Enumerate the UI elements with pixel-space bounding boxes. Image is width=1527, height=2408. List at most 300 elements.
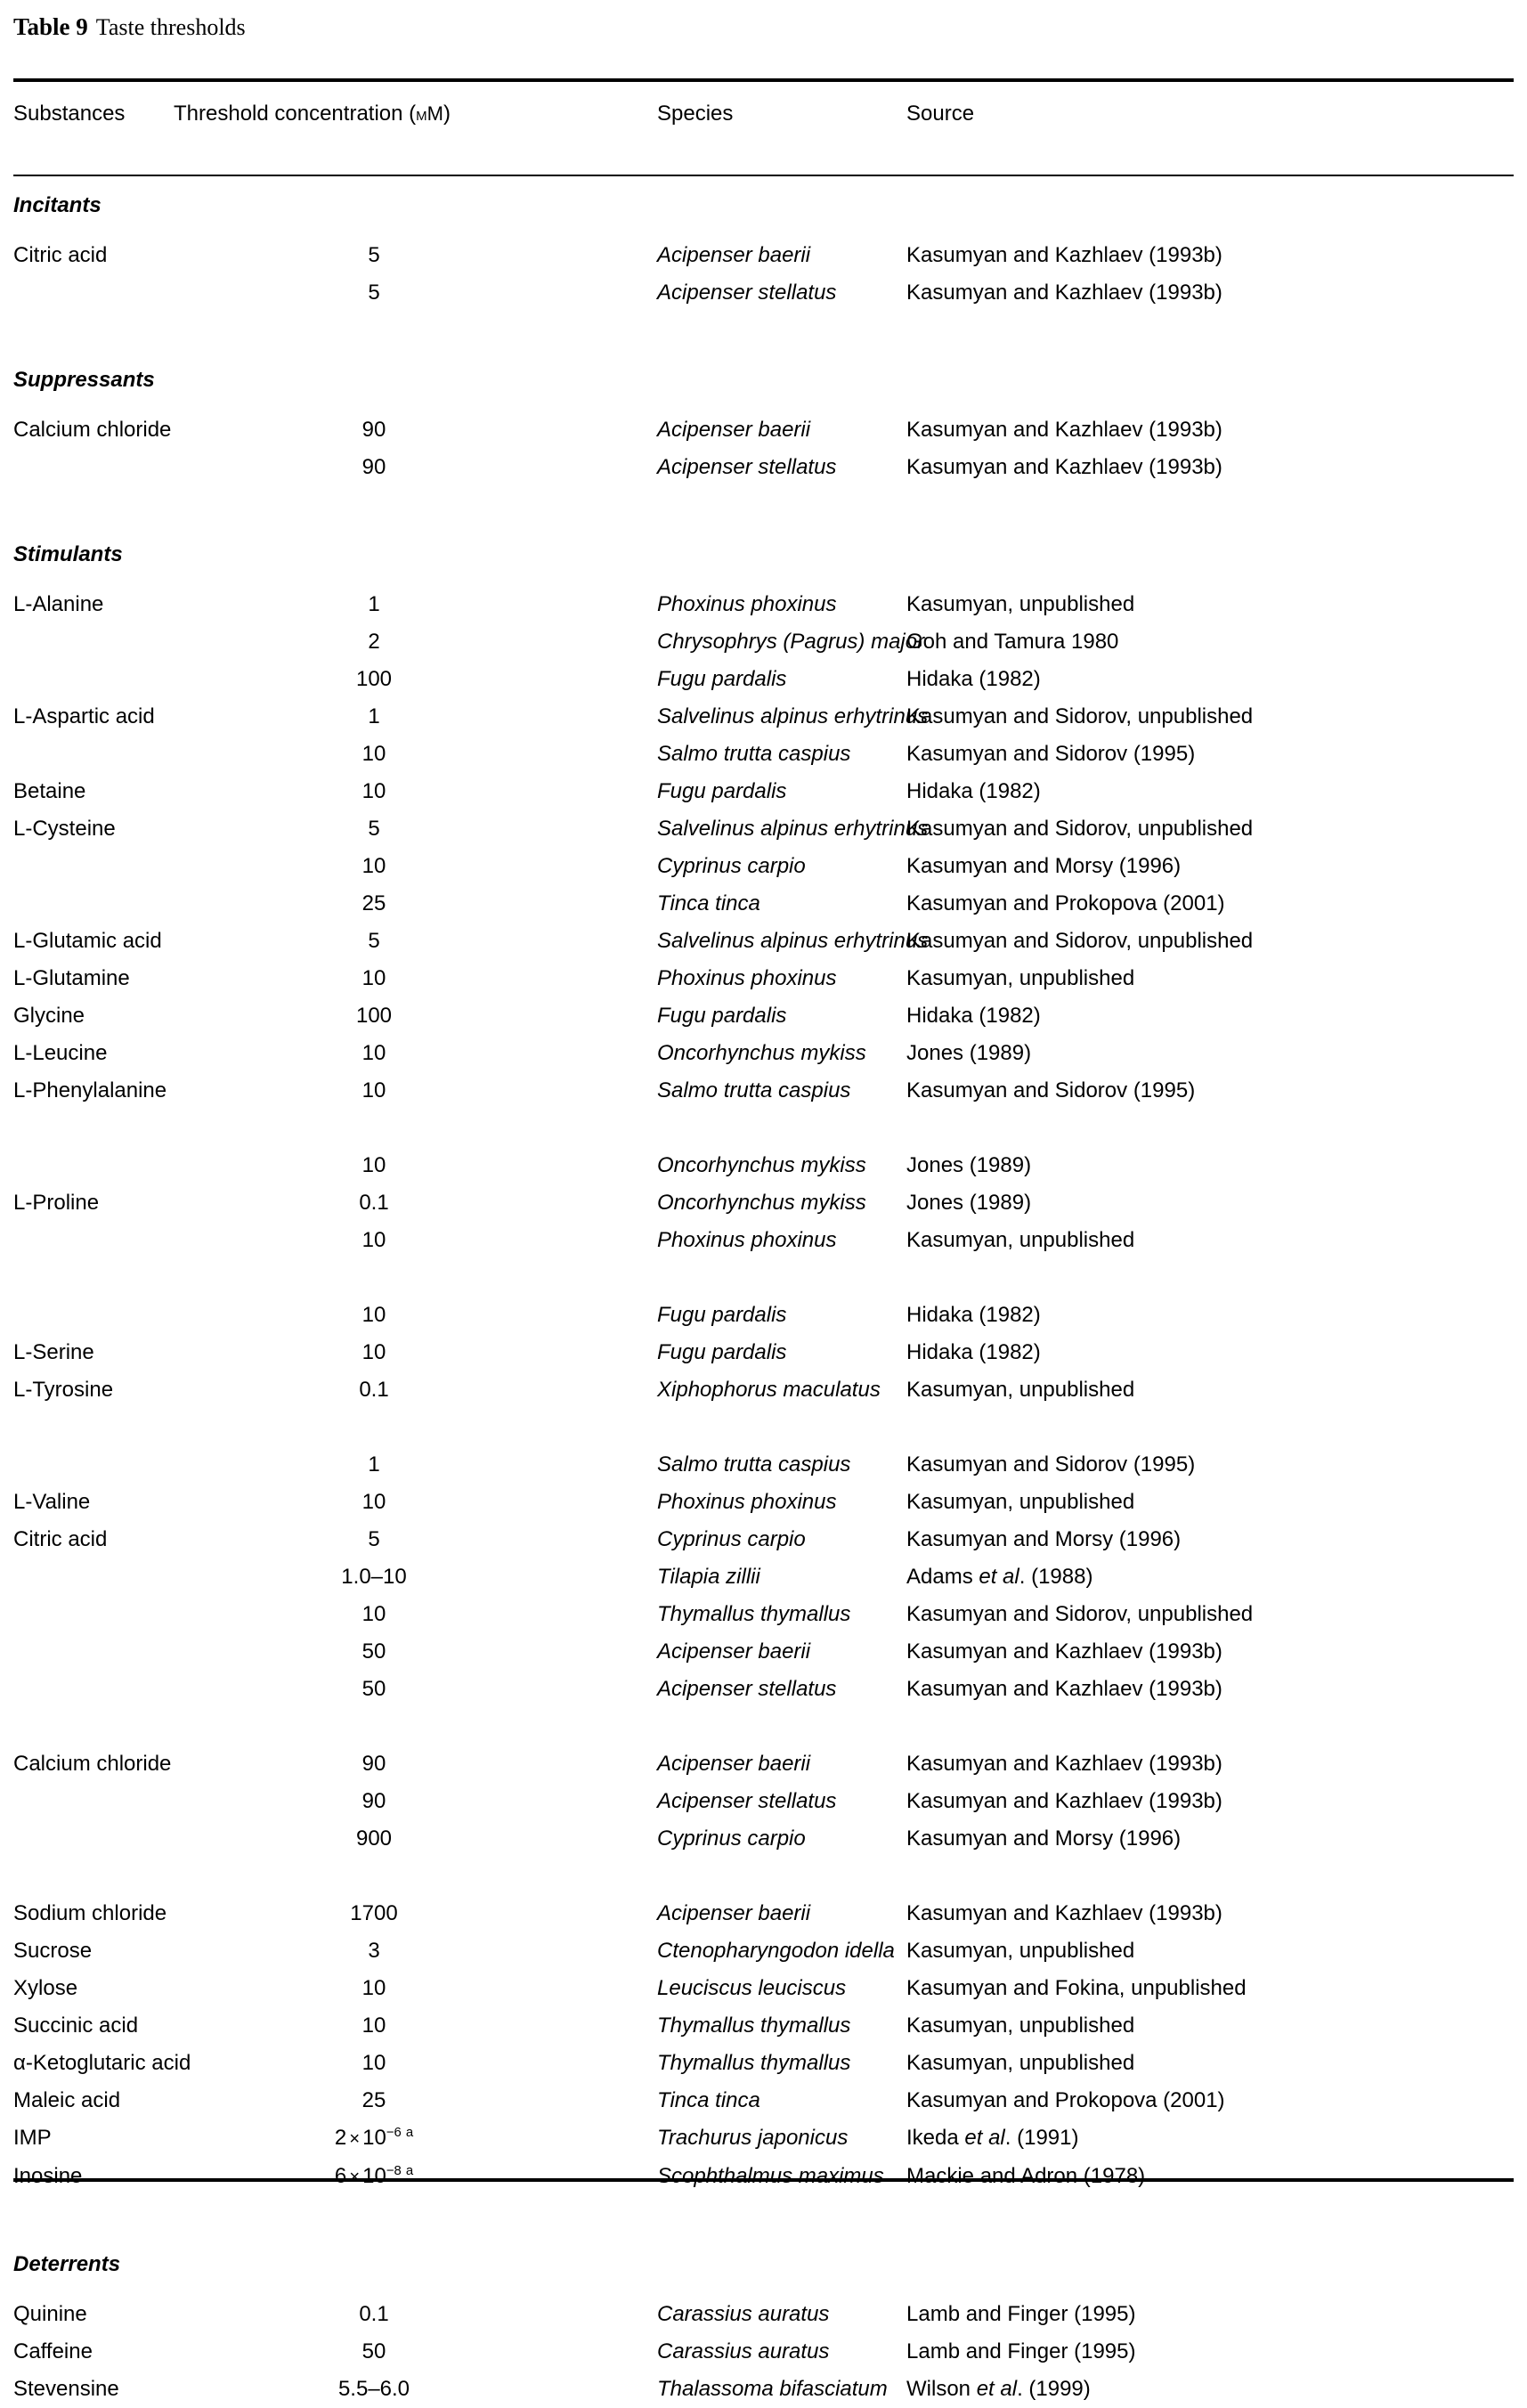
concentration-suffix: ) [443, 102, 451, 126]
cell-species: Acipenser baerii [657, 418, 811, 442]
cell-concentration [174, 1932, 657, 1970]
table-row [13, 1222, 1514, 1259]
cell-species: Fugu pardalis [657, 1303, 787, 1327]
concentration-value: 10 [361, 1153, 386, 1177]
concentration-value: 90 [361, 1752, 386, 1776]
cell-concentration [174, 1072, 657, 1110]
cell-substance: Citric acid [13, 1527, 108, 1551]
table-spacer-row [13, 1259, 1514, 1297]
cell-species: Oncorhynchus mykiss [657, 1153, 866, 1177]
cell-substance: L-Cysteine [13, 817, 116, 841]
table-caption-label: Table 9 [13, 13, 88, 40]
table-row [13, 885, 1514, 923]
cell-concentration [174, 1446, 657, 1484]
table-row [13, 1297, 1514, 1334]
cell-species: Thymallus thymallus [657, 1602, 851, 1626]
table-section-row [13, 175, 1514, 237]
table-spacer-row [13, 1110, 1514, 1147]
cell-substance: α-Ketoglutaric acid [13, 2051, 191, 2075]
cell-source: Kasumyan, unpublished [906, 1939, 1135, 1963]
cell-source: Kasumyan and Kazhlaev (1993b) [906, 1901, 1222, 1925]
cell-species: Fugu pardalis [657, 1340, 787, 1364]
concentration-value: 50 [361, 1639, 386, 1664]
cell-species: Acipenser stellatus [657, 1789, 837, 1813]
cell-species: Thymallus thymallus [657, 2051, 851, 2075]
cell-concentration [174, 1484, 657, 1521]
concentration-value: 10 [361, 1490, 386, 1514]
cell-source: Wilson et al. (1999) [906, 2377, 1091, 2401]
cell-source: Kasumyan and Prokopova (2001) [906, 2088, 1225, 2112]
concentration-value: 25 [361, 891, 386, 915]
cell-substance [13, 736, 174, 773]
table-header-row [13, 96, 1514, 175]
cell-concentration [174, 623, 657, 661]
section-heading: Deterrents [13, 2252, 121, 2276]
table-row [13, 623, 1514, 661]
cell-source: Kasumyan, unpublished [906, 966, 1135, 990]
concentration-value: 10 [361, 1041, 386, 1065]
concentration-value: 10 [361, 1078, 386, 1102]
cell-substance [13, 449, 174, 486]
table-row [13, 1184, 1514, 1222]
cell-source: Jones (1989) [906, 1191, 1032, 1215]
cell-source: Kasumyan and Kazhlaev (1993b) [906, 1677, 1222, 1701]
cell-substance: Glycine [13, 1004, 85, 1028]
cell-substance [13, 1446, 174, 1484]
cell-substance: L-Valine [13, 1490, 91, 1514]
table-row [13, 661, 1514, 698]
spacer-cell [13, 486, 1514, 524]
cell-source: Kasumyan and Sidorov (1995) [906, 1078, 1196, 1102]
table-spacer-row [13, 312, 1514, 349]
concentration-value: 5 [368, 281, 380, 305]
concentration-value: 0.1 [359, 2302, 389, 2326]
concentration-value: 1.0–10 [341, 1565, 407, 1589]
table-row [13, 1596, 1514, 1633]
spacer-cell [13, 1858, 1514, 1895]
cell-species: Thalassoma bifasciatum [657, 2377, 888, 2401]
cell-species: Ctenopharyngodon idella [657, 1939, 895, 1963]
concentration-value: 1 [368, 592, 380, 616]
cell-species: Tinca tinca [657, 891, 760, 915]
cell-concentration [174, 848, 657, 885]
cell-species: Trachurus japonicus [657, 2126, 849, 2150]
cell-source: Lamb and Finger (1995) [906, 2302, 1136, 2326]
table-row [13, 1783, 1514, 1820]
cell-source: Kasumyan, unpublished [906, 1378, 1135, 1402]
concentration-value: 0.1 [359, 1191, 389, 1215]
cell-substance [13, 623, 174, 661]
cell-species: Tinca tinca [657, 2088, 760, 2112]
cell-species: Oncorhynchus mykiss [657, 1041, 866, 1065]
cell-species: Tilapia zillii [657, 1565, 760, 1589]
spacer-cell [13, 1259, 1514, 1297]
concentration-value: 25 [361, 2088, 386, 2112]
cell-concentration [174, 1970, 657, 2007]
cell-species: Chrysophrys (Pagrus) major [657, 630, 925, 654]
table-row [13, 1745, 1514, 1783]
cell-source: Kasumyan, unpublished [906, 592, 1135, 616]
cell-source: Kasumyan and Morsy (1996) [906, 1527, 1182, 1551]
cell-source: Kasumyan and Sidorov (1995) [906, 742, 1196, 766]
cell-concentration [174, 1745, 657, 1783]
table-row [13, 698, 1514, 736]
cell-source: Jones (1989) [906, 1153, 1032, 1177]
concentration-value: 5 [368, 817, 380, 841]
cell-concentration [174, 2371, 657, 2408]
concentration-value: 5.5–6.0 [337, 2377, 410, 2401]
cell-species: Fugu pardalis [657, 779, 787, 803]
column-header-species [657, 96, 906, 175]
concentration-prefix: Threshold concentration ( [174, 102, 417, 126]
table-row [13, 1484, 1514, 1521]
table-row [13, 2296, 1514, 2333]
cell-concentration [174, 449, 657, 486]
cell-substance: Xylose [13, 1976, 78, 2000]
column-header-substances-label: Substances [13, 102, 126, 126]
table-spacer-row [13, 1708, 1514, 1745]
column-header-concentration-label [174, 96, 657, 126]
cell-substance: L-Aspartic acid [13, 704, 155, 728]
table-row [13, 1371, 1514, 1409]
table-row [13, 1446, 1514, 1484]
cell-concentration [174, 1671, 657, 1708]
column-header-substances [13, 96, 174, 175]
cell-substance: Calcium chloride [13, 418, 172, 442]
cell-species: Salmo trutta caspius [657, 1452, 851, 1477]
column-header-source-label: Source [906, 102, 975, 126]
cell-species: Thymallus thymallus [657, 2013, 851, 2038]
table-row [13, 2371, 1514, 2408]
table-row [13, 1072, 1514, 1110]
cell-substance [13, 274, 174, 312]
cell-source: Mackie and Adron (1978) [906, 2164, 1146, 2188]
spacer-cell [13, 1409, 1514, 1446]
cell-species: Scophthalmus maximus [657, 2164, 884, 2188]
table-caption-text: Taste thresholds [95, 14, 246, 40]
cell-substance: Succinic acid [13, 2013, 139, 2038]
cell-concentration [174, 885, 657, 923]
table-row [13, 1558, 1514, 1596]
cell-source: Kasumyan, unpublished [906, 2013, 1135, 2038]
cell-source: Kasumyan and Fokina, unpublished [906, 1976, 1247, 2000]
cell-concentration [174, 1558, 657, 1596]
concentration-value: 5 [368, 929, 380, 953]
section-heading: Stimulants [13, 542, 123, 566]
table-row [13, 586, 1514, 623]
cell-substance [13, 1147, 174, 1184]
concentration-value: 10 [361, 2013, 386, 2038]
cell-substance: Quinine [13, 2302, 87, 2326]
cell-substance: L-Serine [13, 1340, 94, 1364]
concentration-value: 10 [361, 742, 386, 766]
concentration-value: 10 [361, 1976, 386, 2000]
cell-concentration [174, 1222, 657, 1259]
cell-species: Fugu pardalis [657, 1004, 787, 1028]
table-row [13, 923, 1514, 960]
column-header-concentration [174, 96, 657, 175]
table-row [13, 2082, 1514, 2119]
table-row [13, 2007, 1514, 2045]
section-heading: Incitants [13, 193, 102, 217]
table-row [13, 736, 1514, 773]
spacer-cell [13, 1110, 1514, 1147]
cell-species: Acipenser baerii [657, 1752, 811, 1776]
concentration-value: 90 [361, 455, 386, 479]
table-row [13, 2333, 1514, 2371]
cell-species: Acipenser stellatus [657, 281, 837, 305]
cell-concentration [174, 1521, 657, 1558]
cell-species: Oncorhynchus mykiss [657, 1191, 866, 1215]
table-spacer-row [13, 486, 1514, 524]
cell-species: Salvelinus alpinus erhytrinus [657, 817, 929, 841]
cell-substance [13, 1222, 174, 1259]
cell-concentration [174, 237, 657, 274]
cell-source: Ikeda et al. (1991) [906, 2126, 1079, 2150]
cell-species: Carassius auratus [657, 2339, 830, 2363]
cell-substance [13, 1558, 174, 1596]
table-row [13, 848, 1514, 885]
table-row [13, 2045, 1514, 2082]
cell-species: Carassius auratus [657, 2302, 830, 2326]
cell-concentration [174, 1633, 657, 1671]
cell-species: Phoxinus phoxinus [657, 1228, 837, 1252]
cell-substance: Caffeine [13, 2339, 93, 2363]
cell-source: Kasumyan, unpublished [906, 1228, 1135, 1252]
concentration-value: 10 [361, 1340, 386, 1364]
concentration-value: $2 \times 10^{-6}$ $^a$ [334, 2126, 414, 2150]
cell-source: Kasumyan, unpublished [906, 2051, 1135, 2075]
cell-substance: L-Alanine [13, 592, 104, 616]
cell-source: Goh and Tamura 1980 [906, 630, 1119, 654]
cell-source: Hidaka (1982) [906, 1303, 1041, 1327]
cell-substance: L-Glutamic acid [13, 929, 162, 953]
cell-substance: Sodium chloride [13, 1901, 167, 1925]
cell-concentration [174, 661, 657, 698]
cell-concentration [174, 960, 657, 997]
cell-source: Hidaka (1982) [906, 779, 1041, 803]
table-spacer-row [13, 1858, 1514, 1895]
cell-source: Kasumyan and Kazhlaev (1993b) [906, 281, 1222, 305]
concentration-value: 5 [368, 243, 380, 267]
table-spacer-row [13, 2196, 1514, 2233]
concentration-value: 3 [368, 1939, 380, 1963]
concentration-value: 100 [355, 1004, 393, 1028]
concentration-value: 1700 [350, 1901, 398, 1925]
table-row [13, 1521, 1514, 1558]
cell-substance: Calcium chloride [13, 1752, 172, 1776]
cell-substance: Betaine [13, 779, 86, 803]
cell-concentration [174, 2119, 657, 2158]
cell-source: Hidaka (1982) [906, 1340, 1041, 1364]
column-header-source [906, 96, 1514, 175]
table-row [13, 1970, 1514, 2007]
cell-substance: L-Glutamine [13, 966, 130, 990]
cell-source: Adams et al. (1988) [906, 1565, 1093, 1589]
cell-substance: Stevensine [13, 2377, 119, 2401]
cell-concentration [174, 997, 657, 1035]
cell-concentration [174, 923, 657, 960]
table-spacer-row [13, 1409, 1514, 1446]
cell-source: Kasumyan and Sidorov, unpublished [906, 704, 1254, 728]
table-row [13, 1895, 1514, 1932]
cell-concentration [174, 736, 657, 773]
cell-concentration [174, 1035, 657, 1072]
cell-source: Jones (1989) [906, 1041, 1032, 1065]
cell-source: Kasumyan and Morsy (1996) [906, 854, 1182, 878]
cell-species: Salvelinus alpinus erhytrinus [657, 704, 929, 728]
cell-substance [13, 1596, 174, 1633]
table-row [13, 1932, 1514, 1970]
cell-substance [13, 1297, 174, 1334]
cell-species: Salmo trutta caspius [657, 742, 851, 766]
cell-source: Kasumyan and Sidorov, unpublished [906, 1602, 1254, 1626]
cell-source: Kasumyan and Morsy (1996) [906, 1826, 1182, 1851]
cell-species: Salmo trutta caspius [657, 1078, 851, 1102]
cell-concentration [174, 2007, 657, 2045]
cell-concentration [174, 773, 657, 810]
concentration-value: 10 [361, 1602, 386, 1626]
table-row [13, 1633, 1514, 1671]
concentration-value: 50 [361, 1677, 386, 1701]
cell-substance: L-Tyrosine [13, 1378, 114, 1402]
concentration-value: 10 [361, 966, 386, 990]
table-row [13, 810, 1514, 848]
cell-substance [13, 661, 174, 698]
cell-source: Kasumyan, unpublished [906, 1490, 1135, 1514]
table-row [13, 1147, 1514, 1184]
cell-concentration [174, 2045, 657, 2082]
cell-substance [13, 1633, 174, 1671]
concentration-value: 1 [368, 704, 380, 728]
cell-substance: Citric acid [13, 243, 108, 267]
cell-substance: L-Proline [13, 1191, 100, 1215]
concentration-value: 90 [361, 418, 386, 442]
cell-concentration [174, 1334, 657, 1371]
cell-species: Salvelinus alpinus erhytrinus [657, 929, 929, 953]
table-section-row [13, 349, 1514, 411]
cell-source: Kasumyan and Kazhlaev (1993b) [906, 418, 1222, 442]
cell-substance [13, 885, 174, 923]
cell-concentration [174, 586, 657, 623]
concentration-value: 100 [355, 667, 393, 691]
cell-substance [13, 848, 174, 885]
table-row [13, 1334, 1514, 1371]
spacer-cell [13, 1708, 1514, 1745]
table-header [13, 96, 1514, 175]
concentration-value: 50 [361, 2339, 386, 2363]
cell-source: Kasumyan and Kazhlaev (1993b) [906, 455, 1222, 479]
concentration-value: 10 [361, 1303, 386, 1327]
cell-species: Cyprinus carpio [657, 1826, 806, 1851]
cell-concentration [174, 2333, 657, 2371]
cell-source: Kasumyan and Sidorov, unpublished [906, 929, 1254, 953]
cell-species: Phoxinus phoxinus [657, 966, 837, 990]
cell-species: Leuciscus leuciscus [657, 1976, 847, 2000]
cell-concentration [174, 810, 657, 848]
cell-source: Kasumyan and Prokopova (2001) [906, 891, 1225, 915]
cell-substance: Inosine [13, 2164, 83, 2188]
cell-species: Cyprinus carpio [657, 854, 806, 878]
cell-concentration [174, 698, 657, 736]
cell-source: Hidaka (1982) [906, 667, 1041, 691]
table-caption [13, 12, 246, 42]
cell-species: Xiphophorus maculatus [657, 1378, 881, 1402]
cell-source: Lamb and Finger (1995) [906, 2339, 1136, 2363]
concentration-value: 900 [355, 1826, 393, 1851]
cell-species: Fugu pardalis [657, 667, 787, 691]
cell-substance: IMP [13, 2126, 52, 2150]
spacer-cell [13, 2196, 1514, 2233]
cell-concentration [174, 1783, 657, 1820]
cell-concentration [174, 2296, 657, 2333]
cell-source: Kasumyan and Kazhlaev (1993b) [906, 1639, 1222, 1664]
cell-concentration [174, 1147, 657, 1184]
cell-concentration [174, 1371, 657, 1409]
section-heading: Suppressants [13, 368, 155, 392]
table-row [13, 1671, 1514, 1708]
cell-source: Kasumyan and Sidorov (1995) [906, 1452, 1196, 1477]
taste-thresholds-table [13, 96, 1514, 2408]
table-body [13, 175, 1514, 2408]
table-section-row [13, 2233, 1514, 2296]
cell-substance [13, 1820, 174, 1858]
table-row [13, 997, 1514, 1035]
cell-source: Kasumyan and Kazhlaev (1993b) [906, 243, 1222, 267]
cell-concentration [174, 1895, 657, 1932]
cell-source: Hidaka (1982) [906, 1004, 1041, 1028]
concentration-value: 10 [361, 854, 386, 878]
table-row [13, 411, 1514, 449]
cell-concentration [174, 1297, 657, 1334]
concentration-unit: mM [416, 102, 443, 125]
concentration-value: 10 [361, 779, 386, 803]
cell-concentration [174, 1184, 657, 1222]
table-row [13, 2158, 1514, 2196]
table-row [13, 960, 1514, 997]
cell-substance [13, 1783, 174, 1820]
cell-substance: L-Leucine [13, 1041, 108, 1065]
cell-substance: Maleic acid [13, 2088, 121, 2112]
cell-substance: Sucrose [13, 1939, 93, 1963]
cell-species: Acipenser baerii [657, 1639, 811, 1664]
concentration-value: 10 [361, 2051, 386, 2075]
cell-species: Acipenser baerii [657, 243, 811, 267]
concentration-value: 5 [368, 1527, 380, 1551]
table-row [13, 274, 1514, 312]
table-row [13, 1035, 1514, 1072]
concentration-value: $6 \times 10^{-8}$ $^a$ [334, 2164, 414, 2188]
cell-species: Acipenser baerii [657, 1901, 811, 1925]
table-row [13, 237, 1514, 274]
cell-concentration [174, 2082, 657, 2119]
concentration-value: 0.1 [359, 1378, 389, 1402]
cell-species: Acipenser stellatus [657, 1677, 837, 1701]
column-header-species-label: Species [657, 102, 734, 126]
cell-concentration [174, 411, 657, 449]
cell-substance [13, 1671, 174, 1708]
cell-species: Cyprinus carpio [657, 1527, 806, 1551]
table-row [13, 449, 1514, 486]
table-section-row [13, 524, 1514, 586]
cell-substance: L-Phenylalanine [13, 1078, 167, 1102]
cell-species: Phoxinus phoxinus [657, 1490, 837, 1514]
cell-species: Phoxinus phoxinus [657, 592, 837, 616]
table-row [13, 2119, 1514, 2158]
cell-source: Kasumyan and Kazhlaev (1993b) [906, 1752, 1222, 1776]
cell-concentration [174, 274, 657, 312]
cell-source: Kasumyan and Sidorov, unpublished [906, 817, 1254, 841]
